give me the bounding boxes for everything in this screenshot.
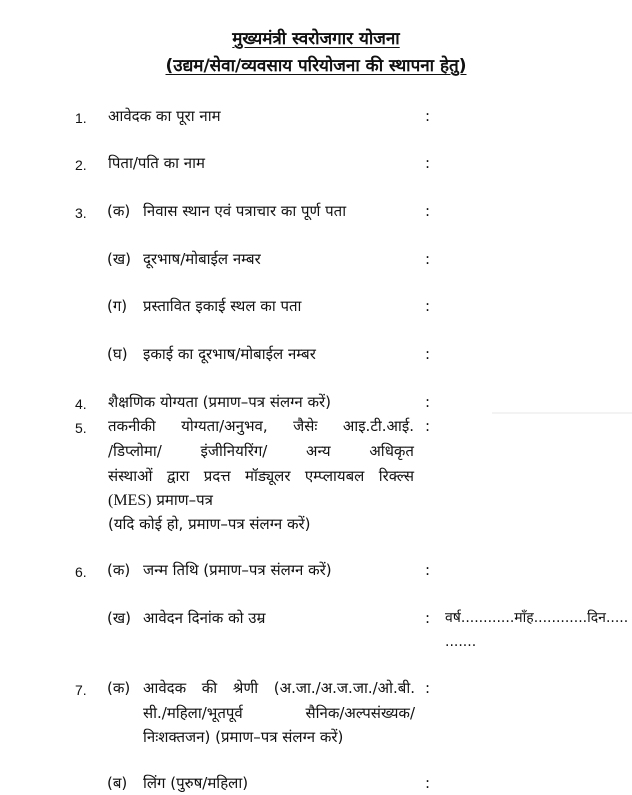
field-label-applicant-name: आवेदक का पूरा नाम xyxy=(108,107,221,125)
item-number: 1. xyxy=(75,110,87,126)
form-subtitle: (उद्यम/सेवा/व्यवसाय परियोजना की स्थापना हेतु) xyxy=(165,56,467,76)
field-colon: : xyxy=(425,679,431,697)
sub-item-mark: (ख) xyxy=(107,609,131,627)
field-label-applicant-category-line2: सी./महिला/भूतपूर्व सैनिक/अल्पसंख्यक/ xyxy=(143,704,415,722)
field-label-applicant-category-line3: निःशक्तजन) (प्रमाण–पत्र संलग्न करें) xyxy=(143,728,344,746)
field-colon: : xyxy=(425,107,431,125)
field-label-father-husband-name: पिता/पति का नाम xyxy=(108,154,205,172)
field-colon: : xyxy=(425,345,431,363)
field-colon: : xyxy=(425,561,431,579)
field-label-applicant-category-line1: आवेदक की श्रेणी (अ.जा./अ.ज.जा./ओ.बी. xyxy=(143,679,415,697)
sub-item-mark: (क) xyxy=(107,679,131,697)
mes-abbreviation: (MES) xyxy=(108,492,152,509)
age-fill-in-blank[interactable]: वर्ष............माँह............दिन..... xyxy=(445,610,629,626)
field-label-date-of-birth: जन्म तिथि (प्रमाण–पत्र संलग्न करें) xyxy=(143,561,332,579)
field-label-technical-qualification-line2: /डिप्लोमा/ इंजीनियरिंग/ अन्य अधिकृत xyxy=(108,442,414,460)
field-label-technical-qualification-line3: संस्थाओं द्वारा प्रदत्त मॉड्यूलर एम्प्लायबल रिक्ल्स xyxy=(108,467,414,485)
field-label-unit-phone-mobile: इकाई का दूरभाष/मोबाईल नम्बर xyxy=(143,345,316,363)
item-number: 7. xyxy=(75,682,87,698)
field-label-technical-qualification-line4 xyxy=(108,488,213,513)
field-colon: : xyxy=(425,774,431,792)
divider xyxy=(492,412,632,414)
field-colon: : xyxy=(425,297,431,315)
field-label-age-on-application: आवेदन दिनांक को उम्र xyxy=(143,609,266,627)
field-label-phone-mobile: दूरभाष/मोबाईल नम्बर xyxy=(143,250,261,268)
field-colon: : xyxy=(425,202,431,220)
item-number: 2. xyxy=(75,157,87,173)
item-number: 3. xyxy=(75,205,87,221)
item-number: 4. xyxy=(75,396,87,412)
field-label-technical-qualification-line5: (यदि कोई हो, प्रमाण–पत्र संलग्न करें) xyxy=(108,515,311,533)
age-fill-in-blank-continued[interactable]: ....... xyxy=(445,634,477,650)
field-colon: : xyxy=(425,417,431,435)
sub-item-mark: (ग) xyxy=(107,297,128,315)
field-colon: : xyxy=(425,250,431,268)
item-number: 6. xyxy=(75,564,87,580)
sub-item-mark: (ब) xyxy=(107,774,128,792)
field-label-proposed-unit-address: प्रस्तावित इकाई स्थल का पता xyxy=(143,297,302,315)
sub-item-mark: (क) xyxy=(107,202,131,220)
field-colon: : xyxy=(425,393,431,411)
field-label-technical-qualification-line1: तकनीकी योग्यता/अनुभव, जैसेः आइ.टी.आई. xyxy=(108,417,414,435)
item-number: 5. xyxy=(75,420,87,436)
sub-item-mark: (ख) xyxy=(107,250,131,268)
field-colon: : xyxy=(425,609,431,627)
sub-item-mark: (क) xyxy=(107,561,131,579)
field-label-gender: लिंग (पुरुष/महिला) xyxy=(143,774,249,792)
certificate-text: प्रमाण–पत्र xyxy=(151,491,213,509)
field-label-residential-address: निवास स्थान एवं पत्राचार का पूर्ण पता xyxy=(143,202,347,220)
form-title: मुख्यमंत्री स्वरोजगार योजना xyxy=(232,29,400,49)
field-label-educational-qualification: शैक्षणिक योग्यता (प्रमाण–पत्र संलग्न करें) xyxy=(108,393,331,411)
field-colon: : xyxy=(425,154,431,172)
sub-item-mark: (घ) xyxy=(107,345,128,363)
